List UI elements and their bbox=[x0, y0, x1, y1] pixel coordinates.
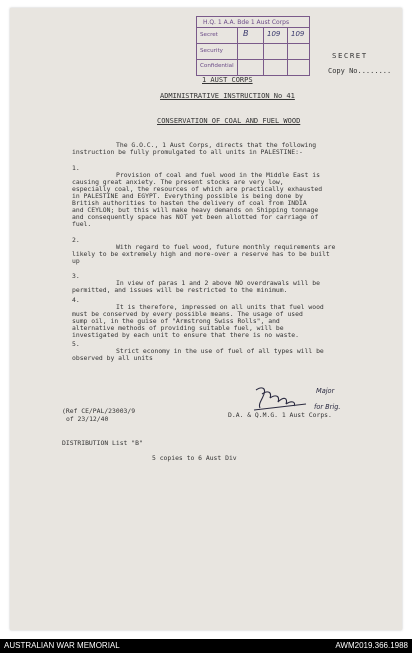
stamp-folio: 109 bbox=[267, 30, 281, 38]
document-subject: CONSERVATION OF COAL AND FUEL WOOD bbox=[157, 117, 301, 125]
para-4-number: 4. bbox=[72, 296, 80, 304]
para-1-line: Provision of coal and fuel wood in the Middle East is bbox=[116, 171, 320, 179]
para-1-number: 1. bbox=[72, 164, 80, 172]
signature-appointment: D.A. & Q.M.G. 1 Aust Corps. bbox=[228, 411, 332, 419]
para-3-line: In view of paras 1 and 2 above NO overdrawals will be bbox=[116, 279, 320, 287]
para-1-line: fuel. bbox=[72, 220, 92, 228]
para-2-line: up bbox=[72, 257, 80, 265]
registry-stamp bbox=[196, 16, 310, 76]
reference-line-1: (Ref CE/PAL/23003/9 bbox=[62, 407, 136, 415]
para-1-line: British authorities to hasten the delivery of coal from INDIA bbox=[72, 199, 307, 207]
para-4-line: alternative methods of providing suitable fuel, will be bbox=[72, 324, 284, 332]
para-5-line: observed by all units bbox=[72, 354, 153, 362]
distribution-copies: 5 copies to 6 Aust Div bbox=[152, 454, 237, 462]
document-title: ADMINISTRATIVE INSTRUCTION No 41 bbox=[160, 92, 295, 100]
classification-secret: SECRET bbox=[332, 51, 368, 60]
para-1-line: causing great anxiety. The present stocks are very low, bbox=[72, 178, 284, 186]
stamp-folio-copy: 109 bbox=[291, 30, 305, 38]
reference-line-2: of 23/12/40 bbox=[66, 415, 109, 423]
para-1-line: especially coal, the resources of which are practically exhausted bbox=[72, 185, 323, 193]
intro-line-2: instruction be fully promulgated to all units in PALESTINE:- bbox=[72, 148, 303, 156]
copy-number: Copy No........ bbox=[328, 67, 392, 75]
para-5-number: 5. bbox=[72, 340, 80, 348]
handwritten-rank: Major bbox=[316, 387, 335, 395]
para-2-line: likely to be extremely high and more-over a reserve has to be built bbox=[72, 250, 330, 258]
intro-line-1: The G.O.C., 1 Aust Corps, directs that the following bbox=[116, 141, 317, 149]
footer-accession-number: AWM2019.366.1988 bbox=[335, 641, 408, 650]
para-3-line: permitted, and issues will be restricted to the minimum. bbox=[72, 286, 288, 294]
para-2-line: With regard to fuel wood, future monthly requirements are bbox=[116, 243, 336, 251]
para-1-line: and consequently space has NOT yet been allotted for carriage of bbox=[72, 213, 319, 221]
stamp-mark: B bbox=[243, 29, 249, 38]
stamp-row-secret: Secret bbox=[200, 32, 218, 38]
para-3-number: 3. bbox=[72, 272, 80, 280]
footer-bar bbox=[0, 639, 412, 653]
para-4-line: It is therefore, impressed on all units that fuel wood bbox=[116, 303, 324, 311]
handwritten-for-brig: for Brig. bbox=[314, 403, 341, 411]
para-4-line: must be conserved by every possible means. The usage of used bbox=[72, 310, 303, 318]
document-page bbox=[10, 8, 402, 630]
para-1-line: in PALESTINE and EGYPT. Everything possible is being done by bbox=[72, 192, 303, 200]
stamp-title: H.Q. 1 A.A. Bde 1 Aust Corps bbox=[203, 19, 290, 26]
issuing-unit: 1 AUST CORPS bbox=[202, 76, 253, 84]
stamp-row-confidential: Confidential bbox=[200, 63, 234, 69]
para-4-line: sump oil, in the guise of "Armstrong Swiss Rolls", and bbox=[72, 317, 280, 325]
distribution-label: DISTRIBUTION List "B" bbox=[62, 439, 143, 447]
para-5-line: Strict economy in the use of fuel of all types will be bbox=[116, 347, 324, 355]
stamp-row-security: Security bbox=[200, 48, 223, 54]
footer-credit: AUSTRALIAN WAR MEMORIAL bbox=[4, 641, 120, 650]
para-4-line: investigated by each unit to ensure that there is no waste. bbox=[72, 331, 300, 339]
para-1-line: and CEYLON; but this will make heavy demands on Shipping tonnage bbox=[72, 206, 319, 214]
para-2-number: 2. bbox=[72, 236, 80, 244]
